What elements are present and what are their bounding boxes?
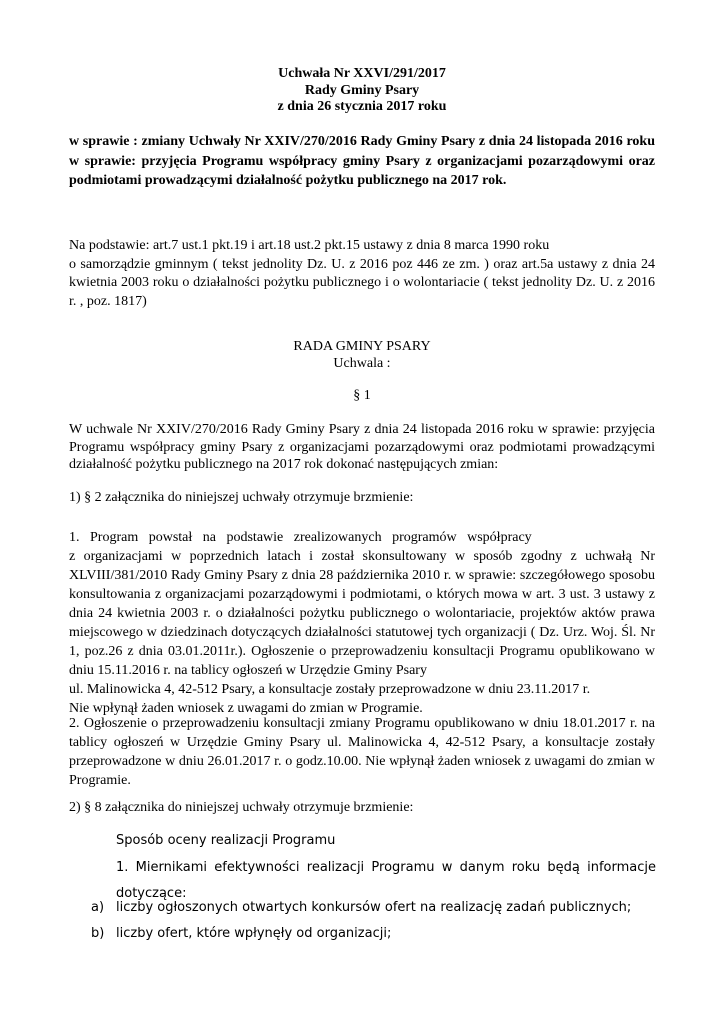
point-1-address-line: ul. Malinowicka 4, 42-512 Psary, a konsultacje zostały przeprowadzone w dniu 23.11.2017 r.	[69, 682, 591, 697]
list-item	[91, 900, 656, 926]
change-item-1: 1) § 2 załącznika do niniejszej uchwały otrzymuje brzmienie:	[69, 490, 414, 505]
legal-basis-rest: o samorządzie gminnym ( tekst jednolity Dz. U. z 2016 poz 446 ze zm. ) oraz art.5a ustawy z dnia 24 kwietnia 2003 roku o działalności pożytku publicznego i o wolontariacie ( tekst jednolity Dz. U. z 2016 r. , poz. 1817)	[69, 256, 655, 309]
legal-basis-line-1: Na podstawie: art.7 ust.1 pkt.19 i art.18 ust.2 pkt.15 ustawy z dnia 8 marca 1990 roku	[69, 238, 550, 253]
point-1-body: z organizacjami w poprzednich latach i został skonsultowany w sposób zgodny z uchwałą Nr XLVIII/381/2010 Rady Gminy Psary z dnia 28 października 2010 r. w sprawie: szczegółowego sposobu konsultowania z organizacjami pozarządowymi i podmiotami, o których mowa w art. 3 ust. 3 ustawy z dnia 24 kwietnia 2003 r. o działalności pożytku publicznego o wolontariacie, projektów aktów prawa miejscowego w dziedzinach dotyczących działalności statutowej tych organizacji ( Dz. Urz. Woj. Śl. Nr 1, poz.26 z dnia 03.01.2011r.). Ogłoszenie o przeprowadzeniu konsultacji Programu opublikowano w dniu 15.11.2016 r. na tablicy ogłoszeń w Urzędzie Gminy Psary	[69, 549, 655, 678]
council-name: RADA GMINY PSARY	[293, 339, 431, 354]
resolution-header	[0, 66, 724, 116]
resolution-number: Uchwała Nr XXVI/291/2017	[278, 66, 446, 81]
list-item-text: liczby ogłoszonych otwartych konkursów ofert na realizację zadań publicznych;	[116, 900, 632, 915]
point-1-first-line: 1. Program powstał na podstawie zrealizowanych programów współpracy	[69, 530, 532, 545]
legal-basis	[69, 237, 655, 311]
council-name-heading: Rady Gminy Psary	[304, 82, 420, 98]
list-marker: b)	[91, 926, 105, 941]
section-2-point-1	[69, 528, 655, 718]
evaluation-heading: Sposób oceny realizacji Programu	[116, 833, 336, 848]
list-marker: a)	[91, 900, 105, 915]
council-block	[0, 338, 724, 372]
list-item	[91, 926, 656, 952]
change-item-2: 2) § 8 załącznika do niniejszej uchwały otrzymuje brzmienie:	[69, 800, 414, 815]
point-1-last-line: Nie wpłynął żaden wniosek z uwagami do zmian w Programie.	[69, 701, 423, 716]
evaluation-measures: 1. Miernikami efektywności realizacji Programu w danym roku będą informacje dotyczące:	[116, 860, 656, 901]
council-resolves: Uchwala :	[333, 356, 391, 371]
measures-list	[91, 900, 656, 952]
resolution-date: z dnia 26 stycznia 2017 roku	[277, 99, 447, 114]
section-2-point-2: 2. Ogłoszenie o przeprowadzeniu konsultacji zmiany Programu opublikowano w dniu 18.01.2017 r. na tablicy ogłoszeń w Urzędzie Gminy Psary ul. Malinowicka 4, 42-512 Psary, a konsultacje zostały przeprowadzone w dniu 26.01.2017 r. o godz.10.00. Nie wpłynął żaden wniosek z uwagami do zmian w Programie.	[69, 716, 655, 788]
paragraph-1-text: W uchwale Nr XXIV/270/2016 Rady Gminy Psary z dnia 24 listopada 2016 roku w sprawie: przyjęcia Programu współpracy gminy Psary z organizacjami pozarządowymi oraz podmiotami prowadzącymi działalność pożytku publicznego na 2017 rok dokonać następujących zmian:	[69, 422, 655, 472]
resolution-subject: w sprawie : zmiany Uchwały Nr XXIV/270/2016 Rady Gminy Psary z dnia 24 listopada 2016 roku w sprawie: przyjęcia Programu współpracy gminy Psary z organizacjami pozarządowymi oraz podmiotami prowadzącymi działalność pożytku publicznego na 2017 rok.	[69, 134, 655, 188]
paragraph-sign: § 1	[353, 388, 371, 403]
list-item-text: liczby ofert, które wpłynęły od organizacji;	[116, 926, 392, 941]
